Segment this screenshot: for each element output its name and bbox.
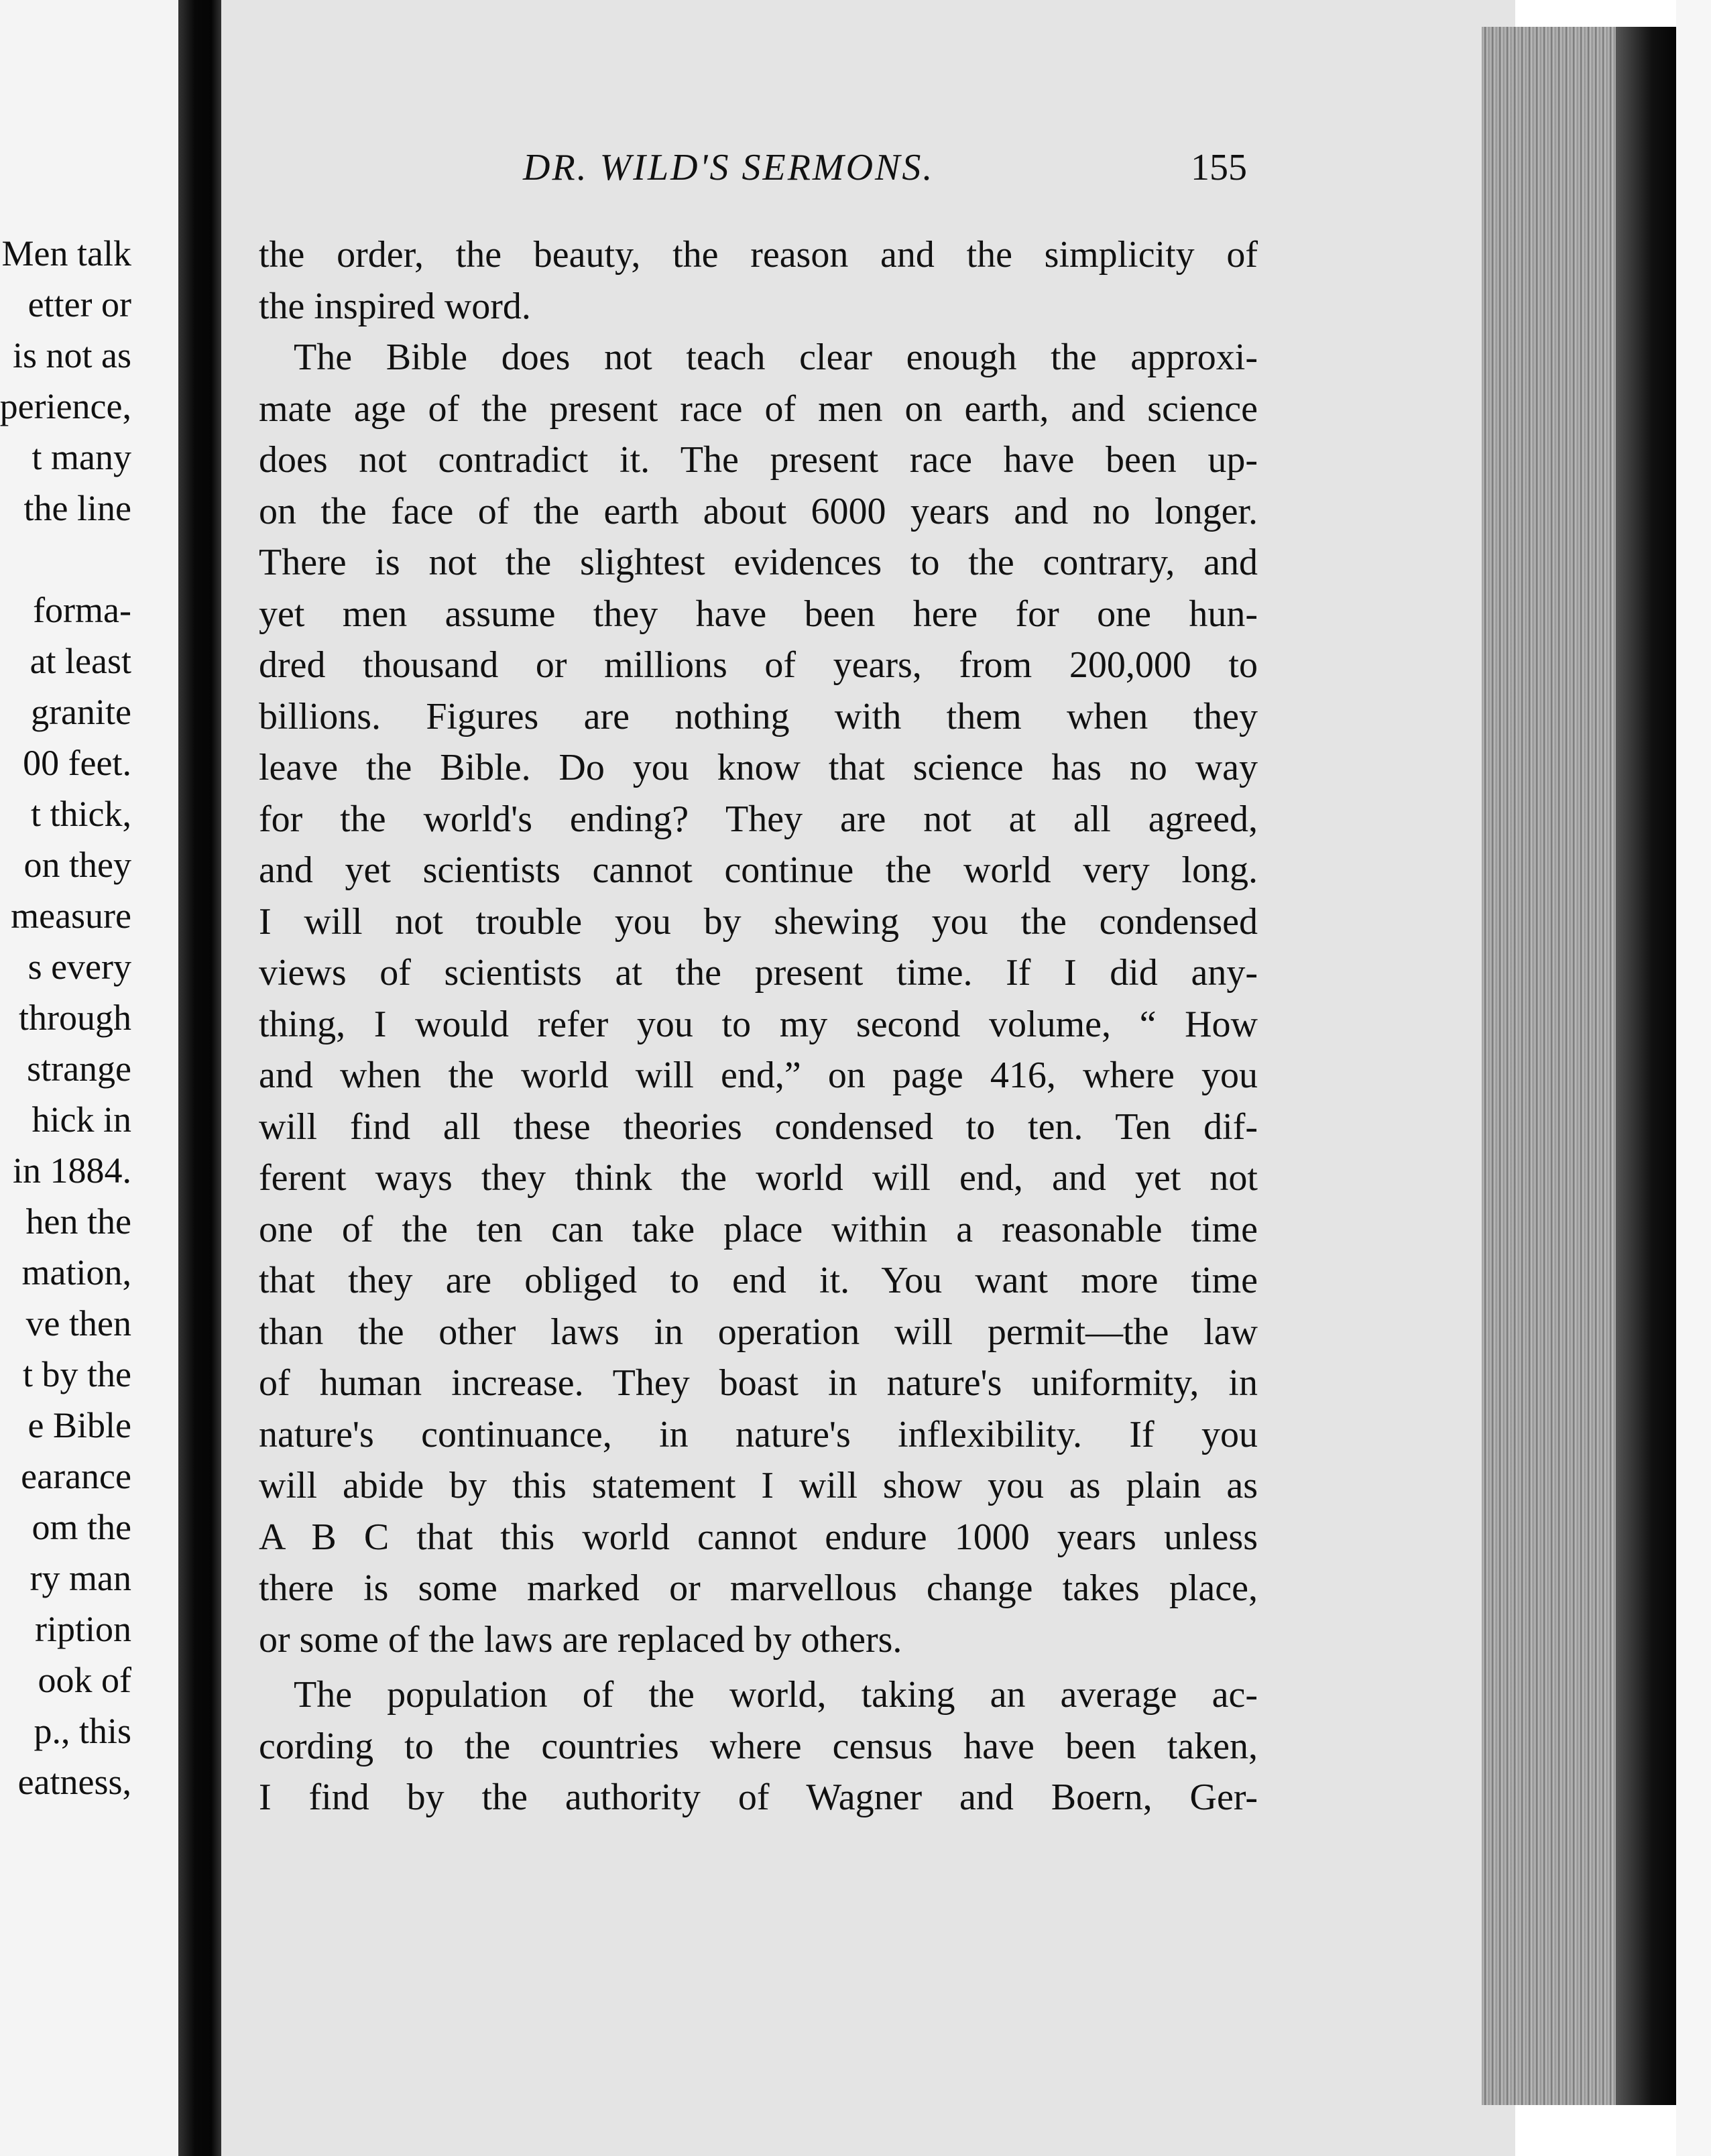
text-line: that they are obliged to end it. You want more time bbox=[259, 1260, 1258, 1301]
facing-page-line: strange bbox=[27, 1049, 131, 1089]
text-line: will abide by this statement I will show you as plain as bbox=[259, 1465, 1258, 1506]
text-line: There is not the slightest evidences to the contrary, and bbox=[259, 542, 1258, 583]
facing-page-line bbox=[0, 534, 131, 585]
facing-page-line: on they bbox=[23, 845, 131, 885]
text-line: leave the Bible. Do you know that science has no way bbox=[259, 747, 1258, 788]
facing-page-line: ve then bbox=[25, 1303, 131, 1343]
page-body bbox=[259, 229, 1258, 1823]
facing-page-line: ook of bbox=[38, 1660, 131, 1700]
facing-page-line: forma- bbox=[33, 590, 131, 630]
facing-page-line: hick in bbox=[32, 1099, 131, 1140]
text-line: and when the world will end,” on page 416, where you bbox=[259, 1055, 1258, 1096]
text-line: ferent ways they think the world will end, and yet not bbox=[259, 1157, 1258, 1199]
book-edge-shadow bbox=[1616, 27, 1676, 2105]
text-line: cording to the countries where census have been taken, bbox=[259, 1725, 1258, 1767]
text-line: of human increase. They boast in nature's uniformity, in bbox=[259, 1362, 1258, 1404]
page-number: 155 bbox=[1191, 147, 1247, 188]
facing-page-line: om the bbox=[32, 1507, 131, 1547]
book-gutter bbox=[178, 0, 225, 2156]
facing-page-line: 00 feet. bbox=[23, 743, 131, 783]
text-line: than the other laws in operation will permit—the law bbox=[259, 1311, 1258, 1353]
facing-page-line: Men talk bbox=[1, 233, 131, 274]
facing-page-line: in 1884. bbox=[12, 1150, 131, 1191]
facing-page-line: mation, bbox=[21, 1252, 131, 1293]
facing-page-line: hen the bbox=[25, 1201, 131, 1242]
text-line: the inspired word. bbox=[259, 285, 531, 327]
facing-page-line: is not as bbox=[12, 335, 131, 375]
text-line: there is some marked or marvellous change takes place, bbox=[259, 1567, 1258, 1609]
page-header bbox=[0, 146, 1711, 200]
text-line: will find all these theories condensed to ten. Ten dif- bbox=[259, 1105, 1258, 1148]
text-line: does not contradict it. The present race have been up- bbox=[259, 439, 1258, 481]
text-line: the order, the beauty, the reason and the simplicity of bbox=[259, 234, 1258, 276]
scan-margin bbox=[1676, 0, 1711, 2156]
text-line: nature's continuance, in nature's inflexibility. If you bbox=[259, 1413, 1258, 1455]
facing-page-line: at least bbox=[30, 641, 131, 681]
text-line: and yet scientists cannot continue the world very long. bbox=[259, 849, 1258, 891]
text-line: for the world's ending? They are not at all agreed, bbox=[259, 798, 1258, 840]
facing-page-line: the line bbox=[23, 488, 131, 528]
facing-page-line: etter or bbox=[27, 284, 131, 324]
facing-page-line: t many bbox=[32, 437, 131, 477]
facing-page-line: eatness, bbox=[17, 1762, 131, 1802]
facing-page-line: t by the bbox=[23, 1354, 131, 1394]
text-line: thing, I would refer you to my second volume, “ How bbox=[259, 1003, 1258, 1045]
running-title: DR. WILD'S SERMONS. bbox=[523, 147, 935, 188]
facing-page-line: t thick, bbox=[31, 794, 131, 834]
text-line: A B C that this world cannot endure 1000 years unless bbox=[259, 1516, 1258, 1558]
facing-page-text bbox=[0, 228, 131, 1807]
facing-page-line: p., this bbox=[34, 1711, 131, 1751]
text-line: The population of the world, taking an average ac- bbox=[294, 1674, 1258, 1716]
text-line: one of the ten can take place within a reasonable time bbox=[259, 1208, 1258, 1250]
text-line: dred thousand or millions of years, from 200,000 to bbox=[259, 644, 1258, 686]
text-line: views of scientists at the present time. If I did any- bbox=[259, 952, 1258, 994]
facing-page-line: granite bbox=[31, 692, 131, 732]
facing-page-line: ription bbox=[35, 1609, 131, 1649]
facing-page-line: e Bible bbox=[27, 1405, 131, 1445]
facing-page-line: through bbox=[19, 998, 131, 1038]
text-line: on the face of the earth about 6000 years and no longer. bbox=[259, 490, 1258, 532]
facing-page-line: perience, bbox=[0, 386, 131, 426]
facing-page-line: measure bbox=[11, 896, 131, 936]
facing-page bbox=[0, 0, 196, 2156]
text-line: or some of the laws are replaced by others. bbox=[259, 1618, 902, 1661]
facing-page-line: s every bbox=[27, 947, 131, 987]
text-line: The Bible does not teach clear enough the approxi- bbox=[294, 337, 1258, 378]
text-line: yet men assume they have been here for one hun- bbox=[259, 593, 1258, 635]
text-line: billions. Figures are nothing with them when they bbox=[259, 695, 1258, 737]
text-line: I will not trouble you by shewing you the condensed bbox=[259, 900, 1258, 943]
facing-page-line: earance bbox=[21, 1456, 131, 1496]
text-line: I find by the authority of Wagner and Boern, Ger- bbox=[259, 1777, 1258, 1818]
text-line: mate age of the present race of men on earth, and science bbox=[259, 387, 1258, 430]
facing-page-line: ry man bbox=[30, 1558, 131, 1598]
